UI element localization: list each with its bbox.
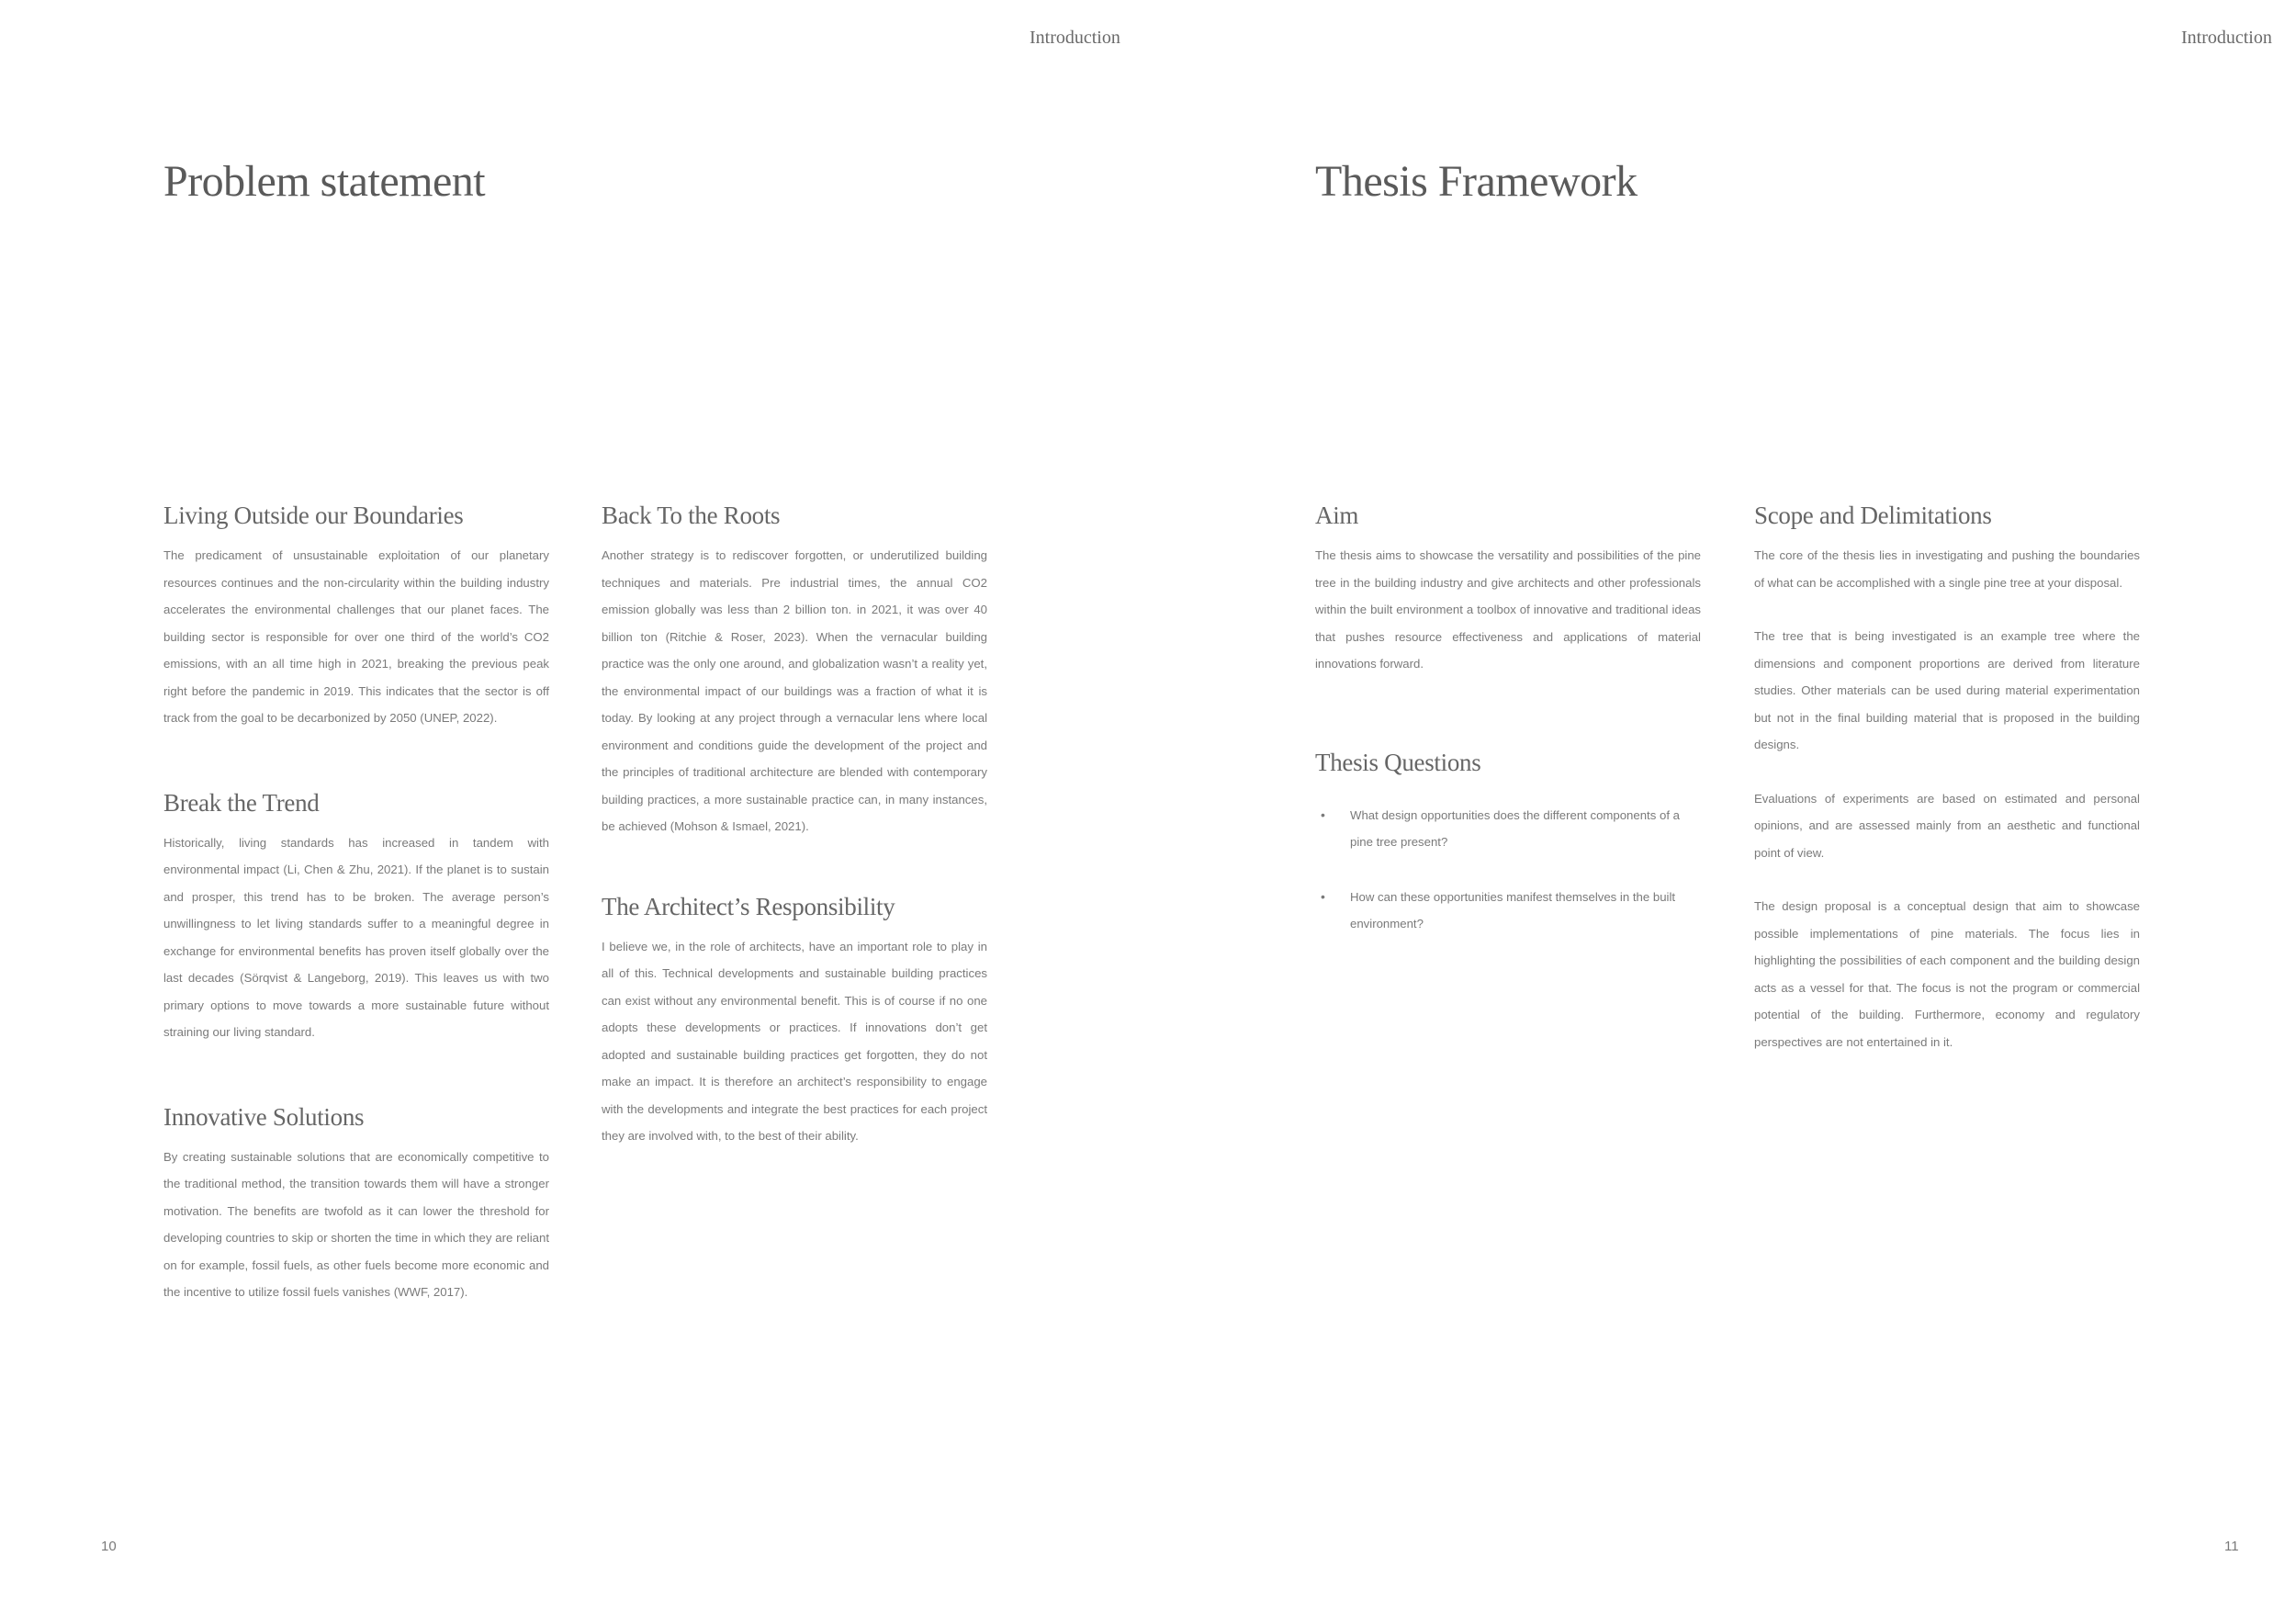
list-item — [1315, 884, 1701, 938]
section-heading: Back To the Roots — [602, 502, 781, 529]
section-body: The tree that is being investigated is an example tree where the dimensions and component proportions are derived from literature studies. Other materials can be used during material experimentation but not in the final building material that is proposed in the building designs. — [1754, 629, 2140, 751]
section-thesis-questions — [1315, 747, 1701, 938]
left-page-title: Problem statement — [163, 157, 486, 206]
left-column-1 — [163, 500, 549, 1306]
right-running-header: Introduction — [2181, 28, 2272, 48]
section-back-to-roots — [602, 500, 987, 840]
section-living-outside — [163, 500, 549, 732]
left-column-2 — [602, 500, 987, 1150]
section-body: Evaluations of experiments are based on estimated and personal opinions, and are assessed mainly from an aesthetic and functional point of view. — [1754, 791, 2140, 860]
section-body: By creating sustainable solutions that are economically competitive to the traditional method, the transition towards them will have a stronger motivation. The benefits are twofold as it can lower the threshold for developing countries to skip or shorten the time in which they are reliant on for example, fossil fuels, as other fuels become more economic and the incentive to utilize fossil fuels vanishes (WWF, 2017). — [163, 1149, 549, 1299]
list-item — [1315, 802, 1701, 856]
left-running-header: Introduction — [1030, 28, 1120, 48]
bullet-icon: • — [1321, 806, 1325, 822]
section-break-the-trend — [163, 787, 549, 1046]
section-heading: Thesis Questions — [1315, 748, 1481, 776]
section-body: Another strategy is to rediscover forgotten, or underutilized building techniques and materials. Pre industrial times, the annual CO2 emission globally was less than 2 billion ton. in 2021, it was over 40 billion ton (Ritchie & Roser, 2023). When the vernacular building practice was the only one around, and globalization wasn’t a reality yet, the environmental impact of our buildings was a fraction of what it is today. By looking at any project through a vernacular lens where local environment and conditions guide the development of the project and the principles of traditional architecture are blended with contemporary building practices, a more sustainable practice can, in many instances, be achieved (Mohson & Ismael, 2021). — [602, 548, 987, 833]
section-heading: Living Outside our Boundaries — [163, 502, 464, 529]
section-aim — [1315, 500, 1701, 678]
section-body: Historically, living standards has increased in tandem with environmental impact (Li, Chen & Zhu, 2021). If the planet is to sustain and prosper, this trend has to be broken. The average person’s unwillingness to let living standards suffer to a meaningful degree in exchange for environmental benefits has proven itself globally over the last decades (Sörqvist & Langeborg, 2019). This leaves us with two primary options to move towards a more sustainable future without straining our living standard. — [163, 835, 549, 1039]
list-item-text: How can these opportunities manifest themselves in the built environment? — [1350, 889, 1676, 930]
right-column-2 — [1754, 500, 2140, 1055]
section-heading: Innovative Solutions — [163, 1102, 365, 1131]
section-heading: Aim — [1315, 502, 1359, 529]
section-heading: Break the Trend — [163, 788, 320, 817]
section-body: I believe we, in the role of architects, have an important role to play in all of this. Technical developments and sustainable building practices can exist without any environmental benefit. This is of course if no one adopts these developments or practices. If innovations don’t get adopted and sustainable building practices get forgotten, they do not make an impact. It is therefore an architect’s responsibility to engage with the developments and integrate the best practices for each project they are involved with, to the best of their ability. — [602, 939, 987, 1143]
section-body: The predicament of unsustainable exploitation of our planetary resources continues and the non-circularity within the building industry accelerates the environmental challenges that our planet faces. The building sector is responsible for over one third of the world’s CO2 emissions, with an all time high in 2021, breaking the previous peak right before the pandemic in 2019. This indicates that the sector is off track from the goal to be decarbonized by 2050 (UNEP, 2022). — [163, 548, 549, 725]
list-item-text: What design opportunities does the different components of a pine tree present? — [1350, 807, 1680, 849]
right-column-1 — [1315, 500, 1701, 965]
section-architects-responsibility — [602, 891, 987, 1150]
right-page-number: 11 — [2224, 1539, 2239, 1554]
bullet-icon: • — [1321, 888, 1325, 904]
section-heading: Scope and Delimitations — [1754, 502, 1992, 529]
section-heading: The Architect’s Responsibility — [602, 892, 895, 920]
questions-list — [1315, 802, 1701, 938]
section-scope-delimitations — [1754, 500, 2140, 1055]
left-page-number: 10 — [101, 1539, 117, 1554]
section-body: The thesis aims to showcase the versatility and possibilities of the pine tree in the building industry and give architects and other professionals within the built environment a toolbox of innovative and traditional ideas that pushes resource effectiveness and applications of material innovations forward. — [1315, 548, 1701, 671]
right-page-title: Thesis Framework — [1315, 157, 1638, 206]
section-body: The design proposal is a conceptual design that aim to showcase possible implementations of pine materials. The focus lies in highlighting the possibilities of each component and the building design acts as a vessel for that. The focus is not the program or commercial potential of the building. Furthermore, economy and regulatory perspectives are not entertained in it. — [1754, 899, 2140, 1049]
section-body: The core of the thesis lies in investigating and pushing the boundaries of what can be accomplished with a single pine tree at your disposal. — [1754, 548, 2140, 590]
section-innovative-solutions — [163, 1101, 549, 1306]
